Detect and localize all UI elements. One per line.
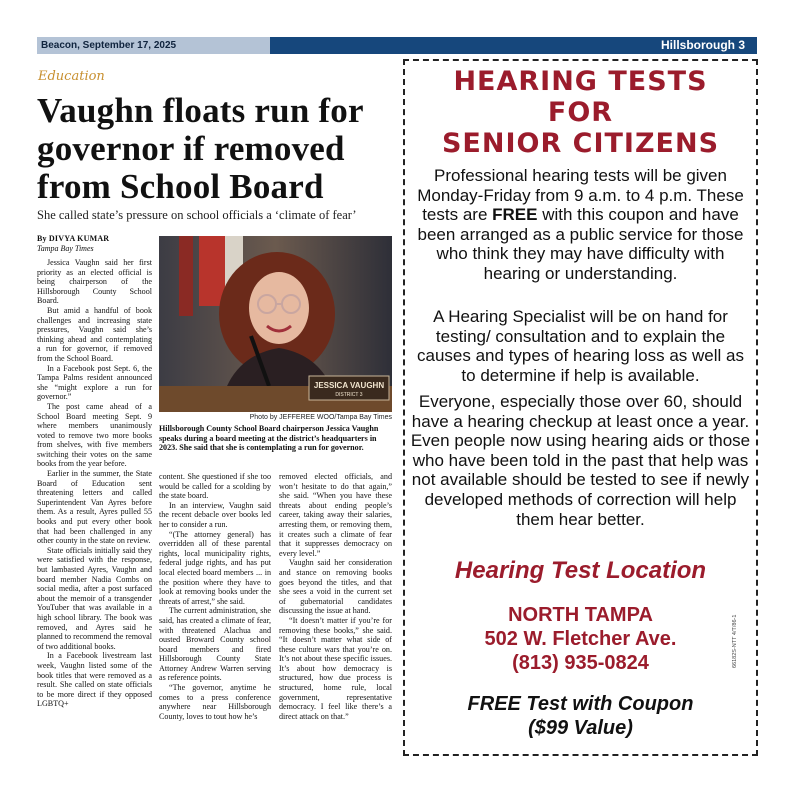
paragraph: Vaughn said her consideration and stance on removing books goes beyond the titles, and that she sees a void in the current set of gubernatorial candidates discussing the issue at hand.	[279, 558, 392, 616]
header-page-label: Hillsborough 3	[270, 37, 757, 54]
paragraph: “(The attorney general) has overridden all of these parental rights, local municipality rights, federal judge rights, and has put local elected board members ... in the position where they have to look at removing books under the threats of arrest,” she said.	[159, 529, 271, 606]
byline	[37, 234, 157, 254]
paragraph: In a Facebook post Sept. 6, the Tampa Palms resident announced she “might explore a run for governor.”	[37, 363, 152, 402]
byline-outlet: Tampa Bay Times	[37, 244, 94, 253]
article-photo	[159, 236, 392, 412]
ad-para1-text-cont: with this coupon and have been arranged as a public service for those who think they may have difficulty with hearing or understanding.	[417, 205, 744, 283]
ad-location-heading: Hearing Test Location	[454, 557, 707, 584]
article-headline: Vaughn floats run for governor if removed from School Board	[37, 91, 364, 206]
ad-address: 502 W. Fletcher Ave.	[484, 628, 677, 650]
ad-free-emphasis: FREE	[492, 205, 538, 225]
ad-free-offer	[405, 692, 756, 740]
paragraph: Jessica Vaughn said her first priority as an elected official is being chairperson of the Hillsborough County School Board.	[37, 258, 152, 306]
section-kicker: Education	[38, 69, 105, 84]
ad-code: 66182S-NTT 4/T/86-1	[732, 614, 738, 668]
paragraph: “The governor, anytime he comes to a press conference anywhere near Hillsborough County, loves to tout how he’s	[159, 683, 271, 721]
ad-address-block	[405, 603, 756, 675]
paragraph: But amid a handful of book challenges and increasing state pressures, Vaughn said she’s thinking ahead and contemplating a run for governor, if removed from the School Board.	[37, 305, 152, 363]
photo-caption: Hillsborough County School Board chairperson Jessica Vaughn speaks during a board meeting at the district’s headquarters in 2023. She said that she is contemplating a run for governor.	[159, 424, 379, 453]
article-column-1	[37, 258, 152, 778]
nameplate-text: JESSICA VAUGHN	[313, 381, 385, 390]
ad-location-name: NORTH TAMPA	[508, 604, 653, 626]
paragraph: Earlier in the summer, the State Board of Education sent threatening letters and called Superintendent Van Ayres before them. As a result, Ayres pulled 55 books and put every other book that had been challenged in any other county in the state on review.	[37, 469, 152, 546]
paragraph: content. She questioned if she too would be called for a scolding by the state board.	[159, 472, 271, 501]
ad-free-line-2: ($99 Value)	[528, 717, 633, 739]
photo-illustration	[159, 236, 392, 412]
ad-para1-text: Professional hearing tests will be given Monday-Friday from 9 a.m. to 4 p.m. These tests are	[417, 166, 744, 225]
paragraph: The post came ahead of a School Board meeting Sept. 9 where members unanimously voted to remove two more books from shelves, with five members switching their votes on the same books from the year before.	[37, 401, 152, 469]
article-column-2	[159, 472, 271, 778]
paragraph: In an interview, Vaughn said the recent debacle over books led her to consider a run.	[159, 500, 271, 529]
byline-author: By DIVYA KUMAR	[37, 234, 110, 243]
ad-title	[405, 66, 756, 159]
ad-title-line: HEARING TESTS	[453, 66, 708, 97]
ad-title-line: SENIOR CITIZENS	[441, 128, 720, 159]
ad-paragraph-2: A Hearing Specialist will be on hand for testing/ consultation and to explain the causes and types of hearing loss as well as to determine if help is available.	[417, 307, 744, 385]
paragraph: removed elected officials, and won’t hesitate to do that again,” she said. “When you have these threats about ending people’s career, taking away their salaries, arresting them, or removing them, it creates such a climate of fear that it suppresses democracy on every level.”	[279, 472, 392, 558]
paragraph: In a Facebook livestream last week, Vaughn listed some of the book titles that were removed as a result. She called on state officials to be more direct if they opposed LGBTQ+	[37, 651, 152, 709]
ad-free-line-1: FREE Test with Coupon	[467, 693, 694, 715]
ad-paragraph-3: Everyone, especially those over 60, should have a hearing checkup at least once a year. Even people now using hearing aids or those who have been told in the past that help was not available should be tested to see if newly developed methods of correction will help them hear better.	[410, 392, 751, 529]
paragraph: “It doesn’t matter if you’re for removing these books,” she said. “It doesn’t matter what side of these culture wars that you’re on. It’s not about these specific issues. It’s about how democracy is structured, how due process is structured, home rule, local government, representative democracy. I feel like there’s a direct attack on that.”	[279, 615, 392, 721]
header-date: Beacon, September 17, 2025	[37, 37, 270, 54]
ad-paragraph-1	[410, 166, 751, 284]
ad-title-line: FOR	[547, 97, 614, 128]
ad-phone: (813) 935-0824	[512, 652, 649, 674]
article-deck: She called state’s pressure on school officials a ‘climate of fear’	[37, 208, 357, 222]
nameplate-district: DISTRICT 3	[335, 392, 363, 398]
photo-credit: Photo by JEFFEREE WOO/Tampa Bay Times	[249, 414, 392, 421]
paragraph: The current administration, she said, has created a climate of fear, with threatened Alachua and ousted Broward County school board members and fired Hillsborough County State Attorney Andrew Warren serving as reference points.	[159, 606, 271, 683]
paragraph: State officials initially said they were satisfied with the response, but lambasted Ayres, Vaughn and board member Nadia Combs on social media, after a post surfaced about the memoir of a transgender YouTuber that was available in a high school library. The book was removed, and Ayres said he planned to recommend the removal of two additional books.	[37, 545, 152, 651]
article-column-3	[279, 472, 392, 778]
